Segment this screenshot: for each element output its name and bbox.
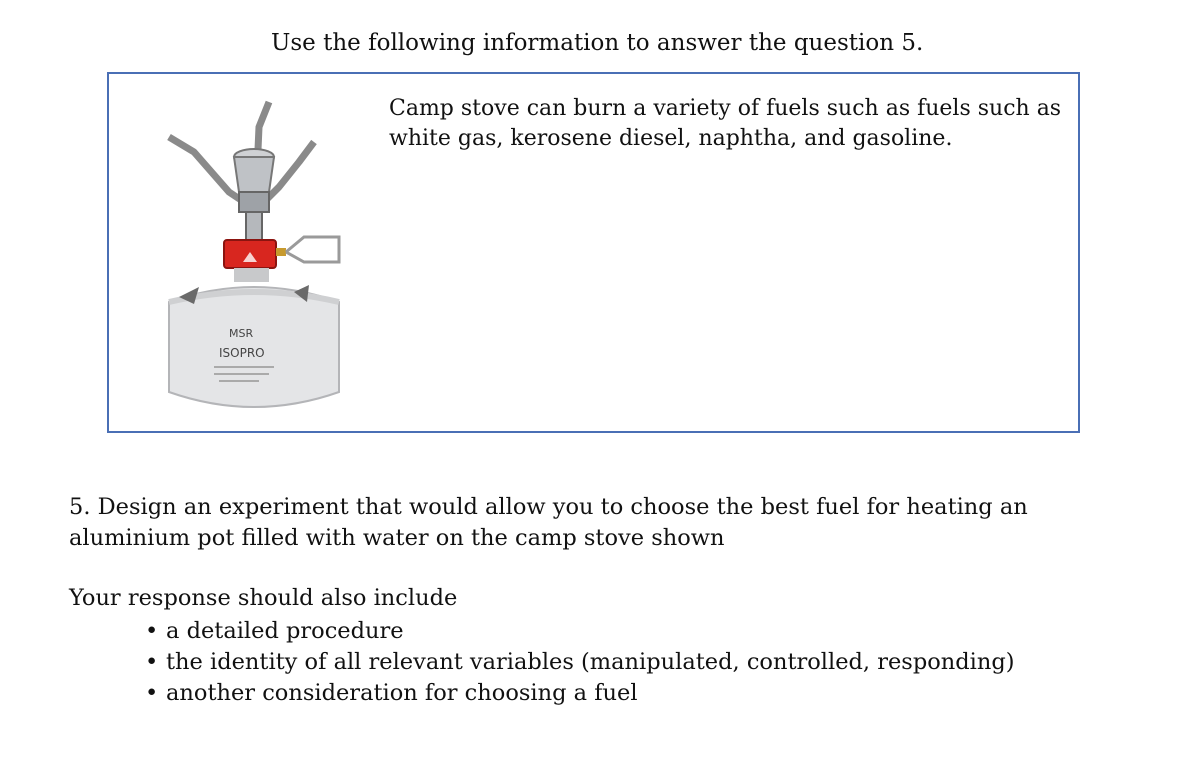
question-line1: 5. Design an experiment that would allow you to choose the best fuel for heating an (69, 494, 1028, 520)
response-intro: Your response should also include (69, 585, 458, 611)
bullet-icon: • (145, 618, 159, 644)
canister-label: ISOPRO (219, 346, 265, 360)
list-item (145, 616, 1015, 647)
bullet-text: another consideration for choosing a fuel (166, 680, 638, 706)
camp-stove-image (159, 92, 349, 417)
list-item (145, 678, 1015, 709)
question-5 (69, 492, 1169, 554)
question-line2: aluminium pot filled with water on the camp stove shown (69, 525, 725, 551)
bullet-icon: • (145, 649, 159, 675)
bullet-text: a detailed procedure (166, 618, 404, 644)
response-bullet-list (145, 616, 1015, 709)
list-item (145, 647, 1015, 678)
bullet-icon: • (145, 680, 159, 706)
info-text-line2: white gas, kerosene diesel, naphtha, and gasoline. (389, 126, 953, 151)
canister-brand: MSR (229, 327, 254, 340)
bullet-text: the identity of all relevant variables (manipulated, controlled, responding) (166, 649, 1015, 675)
intro-text: Use the following information to answer the question 5. (271, 30, 924, 56)
info-text-line1: Camp stove can burn a variety of fuels such as fuels such as (389, 96, 1062, 121)
info-text (389, 94, 1069, 154)
info-box (107, 72, 1080, 433)
